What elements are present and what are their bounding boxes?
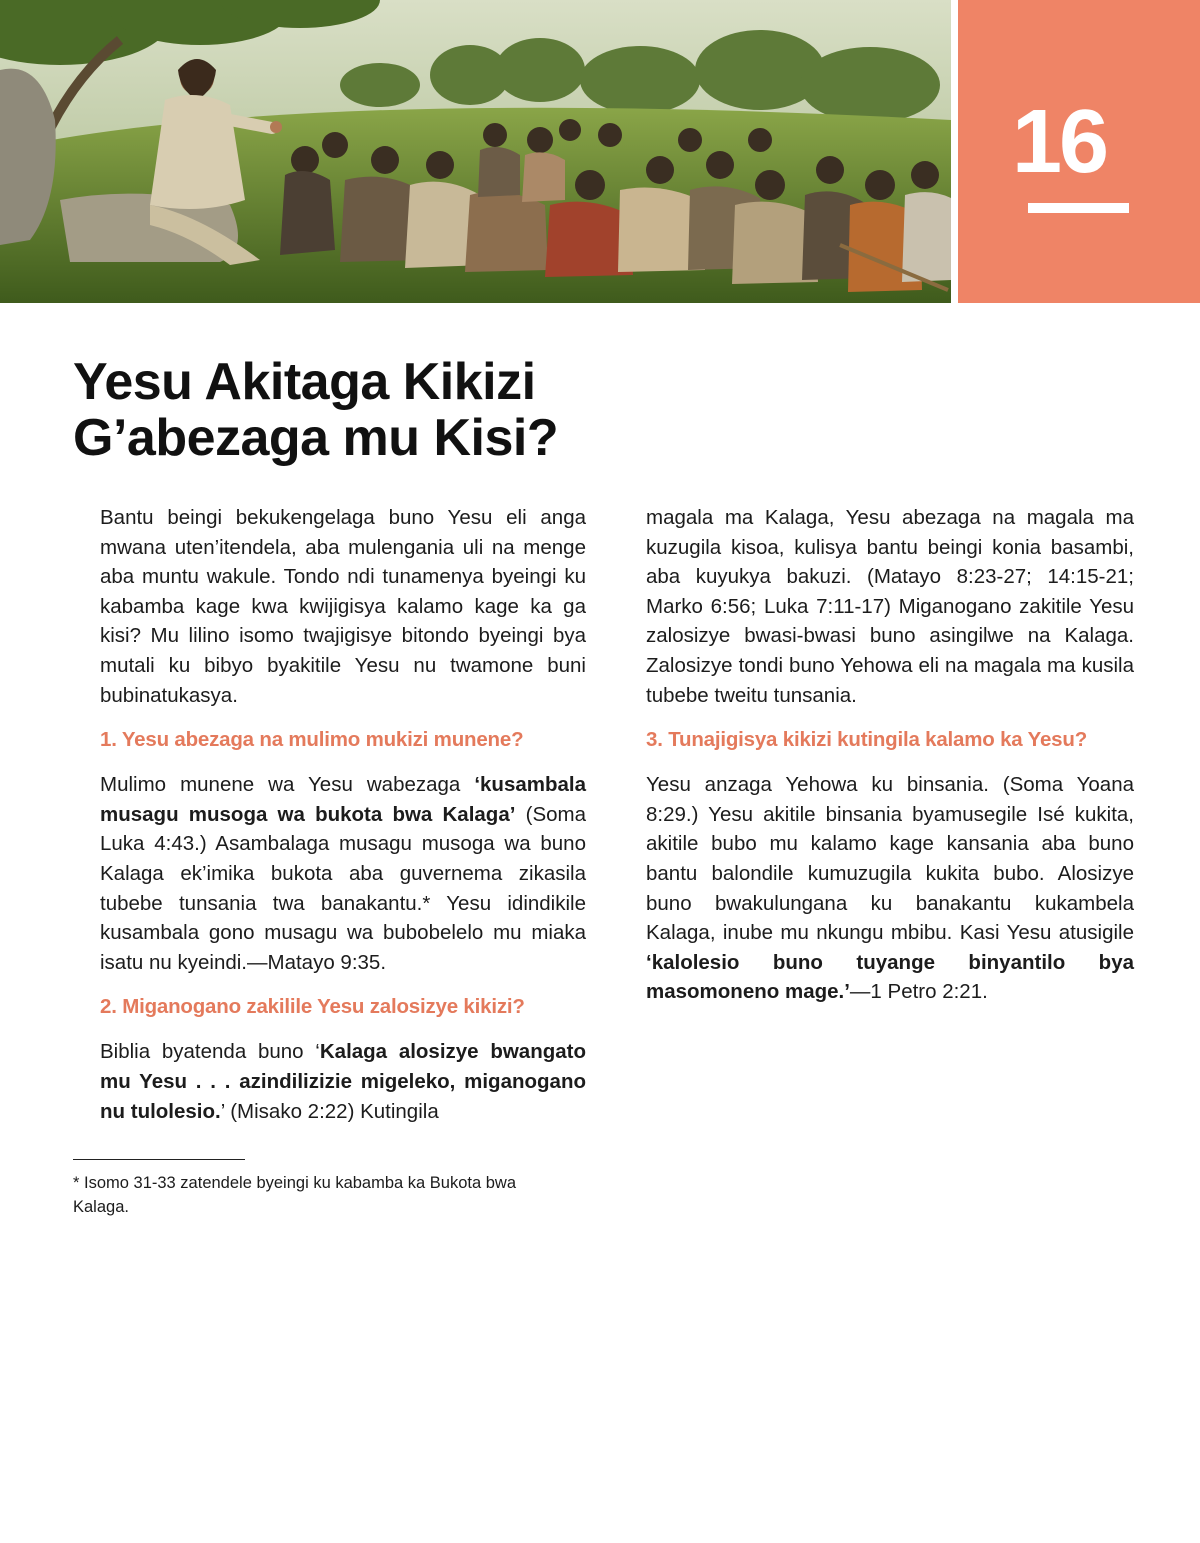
answer-3-text-a: Yesu anzaga Yehowa ku binsania. (Soma Yoana 8:29.) Yesu akitile binsania byamusegile Isé kukita, akitile bubo mu kalamo kage kansania aba buno bantu balondile kumuzugila kukita bubo. Alosizye buno bwakulungana ku banakantu kukambela Kalaga, inube mu nkungu mbibu. Kasi Yesu atusigile (646, 773, 1134, 945)
answer-2-text-a: Biblia byatenda buno ‘ (100, 1040, 320, 1064)
intro-paragraph: Bantu beingi bekukengelaga buno Yesu eli anga mwana uten’itendela, aba mulengania uli na menge aba muntu wakule. Tondo ndi tunamenya byeingi ku kabamba kage kwa kwijigisya kalamo kage ka ga kisi? Mu lilino isomo twajigisye bitondo byeingi bya mutali ku bibyo byakitile Yesu nu twamone buni bubinatukasya. (100, 506, 586, 707)
footnote-divider (73, 1159, 245, 1160)
page-title (73, 354, 673, 466)
question-3: 3. Tunajigisya kikizi kutingila kalamo ka Yesu? (646, 728, 1088, 752)
answer-2-emphasis: Kalaga alosizye bwangato mu Yesu . . . azindilizizie migeleko, miganogano nu tulolesio. (100, 1040, 586, 1123)
hero-illustration (0, 0, 951, 303)
answer-1-text-a: Mulimo munene wa Yesu wabezaga (100, 773, 475, 797)
left-column (100, 503, 586, 1126)
right-column (646, 503, 1134, 1007)
answer-1-text-b: (Soma Luka 4:43.) Asambalaga musagu musoga wa buno Kalaga ek’imika bukota aba guvernema zikasila tubebe tunsania twa banakantu.* Yesu idindikile kusambala gono musagu wa bubobelelo mu miaka isatu nu kyeindi.—Matayo 9:35. (100, 802, 586, 974)
hero-scene (0, 0, 951, 303)
answer-3 (646, 770, 1134, 1007)
answer-1-emphasis: ‘kusambala musagu musoga wa bukota bwa Kalaga’ (100, 773, 586, 826)
chapter-underline (1028, 203, 1129, 213)
question-1: 1. Yesu abezaga na mulimo mukizi munene? (100, 728, 524, 752)
answer-3-text-b: —1 Petro 2:21. (849, 980, 988, 1004)
answer-2-continuation: magala ma Kalaga, Yesu abezaga na magala ma kuzugila kisoa, kulisya bantu beingi konia basambi, aba kuyukya bakuzi. (Matayo 8:23-27; 14:15-21; Marko 6:56; Luka 7:11-17) Miganogano zakitile Yesu zalosizye bwasi-bwasi buno asingilwe na Kalaga. Zalosizye tondi buno Yehowa eli na magala ma kusila tubebe tweitu tunsania. (646, 506, 1134, 707)
title-line-1: Yesu Akitaga Kikizi (73, 353, 536, 411)
chapter-badge (958, 0, 1200, 303)
question-2: 2. Miganogano zakilile Yesu zalosizye kikizi? (100, 995, 525, 1019)
footnote: * Isomo 31-33 zatendele byeingi ku kabamba ka Bukota bwa Kalaga. (73, 1174, 517, 1216)
title-line-2: G’abezaga mu Kisi? (73, 409, 559, 467)
answer-1 (100, 770, 586, 977)
chapter-number: 16 (1011, 92, 1107, 192)
answer-2-text-b: ’ (Misako 2:22) Kutingila (220, 1099, 439, 1123)
answer-3-emphasis: ‘kalolesio buno tuyange binyantilo bya masomoneno mage.’ (646, 950, 1134, 1004)
answer-2 (100, 1037, 586, 1126)
